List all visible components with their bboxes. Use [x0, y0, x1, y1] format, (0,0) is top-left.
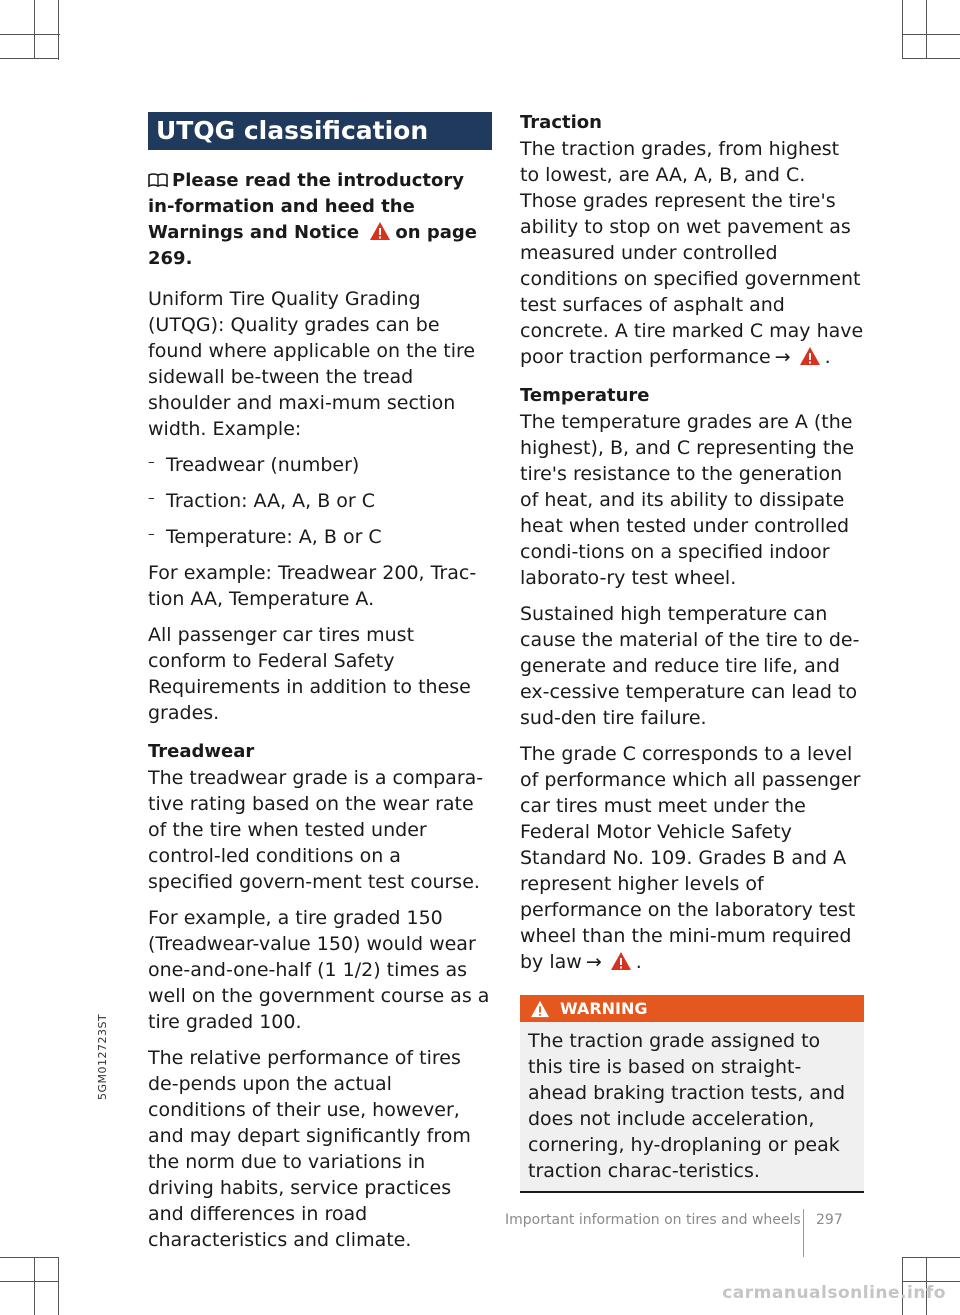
crop-mark	[926, 0, 927, 58]
example-paragraph: For example: Treadwear 200, Trac-tion AA, Temperature A.	[148, 562, 477, 610]
period: .	[824, 346, 831, 368]
temperature-sustained: Sustained high temperature can cause the material of the tire to de-generate and reduce tire life, and ex-cessive temperature can lead to sud-den tire failure.	[520, 603, 860, 729]
watermark: carmanualsonline.info	[722, 1283, 946, 1303]
book-icon	[148, 172, 168, 188]
intro-text: Please read the introductory in-formation and heed the Warnings and Notice	[148, 170, 464, 243]
list-dash: –	[148, 455, 155, 470]
right-column	[520, 110, 864, 1193]
crop-mark	[0, 1281, 58, 1282]
warning-box-body	[520, 1022, 864, 1193]
intro-notice	[148, 168, 492, 272]
temperature-heading: Temperature	[520, 385, 650, 406]
treadwear-example: For example, a tire graded 150 (Treadwear-value 150) would wear one-and-one-half (1 1/2) times as well on the government course as a tire graded 100.	[148, 907, 490, 1033]
list-item	[148, 488, 492, 514]
crop-mark	[902, 1257, 960, 1258]
treadwear-relative: The relative performance of tires de-pends upon the actual conditions of their use, however, and may depart significantly from the norm due to variations in driving habits, service practices and differences in road characteristics and climate.	[148, 1047, 471, 1251]
traction-text: The traction grades, from highest to lowest, are AA, A, B, and C. Those grades represent the tire's ability to stop on wet pavement as measured under controlled conditions on specified government test surfaces of asphalt and concrete. A tire marked C may have poor traction performance	[520, 138, 864, 368]
conformance-paragraph: All passenger car tires must conform to Federal Safety Requirements in addition to these grades.	[148, 624, 471, 724]
crop-mark	[0, 1257, 58, 1258]
treadwear-heading: Treadwear	[148, 741, 255, 762]
crop-mark	[902, 0, 903, 58]
warning-triangle-icon	[530, 1000, 550, 1018]
arrow-icon: →	[774, 346, 791, 368]
arrow-icon: →	[585, 951, 602, 973]
warning-text: The traction grade assigned to this tire is based on straight-ahead braking traction tests, and does not include acceleration, cornering, hy-droplaning or peak traction charac-teristics.	[528, 1030, 846, 1182]
temperature-paragraph: The temperature grades are A (the highest), B, and C representing the tire's resistance to the generation of heat, and its ability to dissipate heat when tested under controlled condi-tions on a specified indoor laborato-ry test wheel.	[520, 411, 855, 589]
period: .	[635, 951, 642, 973]
traction-paragraph	[520, 136, 864, 370]
footer-chapter: Important information on tires and wheels	[505, 1212, 801, 1228]
page-number: 297	[816, 1212, 843, 1228]
warning-triangle-icon	[369, 221, 391, 241]
utqg-description: Uniform Tire Quality Grading (UTQG): Quality grades can be found where applicable on the tire sidewall be-tween the tread shoulder and maxi-mum section width. Example:	[148, 288, 476, 440]
list-item-text: Temperature: A, B or C	[166, 526, 382, 548]
side-code: 5GM012723ST	[96, 1013, 109, 1100]
crop-mark	[0, 34, 60, 35]
warning-box-header	[520, 995, 864, 1022]
crop-mark	[58, 0, 59, 60]
treadwear-paragraph: The treadwear grade is a compara-tive rating based on the wear rate of the tire when tested under control-led conditions on a specified govern-ment test course.	[148, 767, 484, 893]
list-item	[148, 452, 492, 478]
section-title: UTQG classification	[148, 112, 492, 150]
warning-triangle-icon	[610, 951, 632, 971]
crop-mark	[902, 1281, 960, 1282]
list-dash: –	[148, 527, 155, 542]
crop-mark	[34, 0, 35, 58]
left-column	[148, 112, 492, 1253]
temperature-grade-c	[520, 741, 864, 975]
list-item-text: Traction: AA, A, B or C	[166, 490, 376, 512]
list-item-text: Treadwear (number)	[166, 454, 360, 476]
footer-divider	[803, 1209, 804, 1257]
traction-heading: Traction	[520, 112, 602, 133]
crop-mark	[58, 1257, 59, 1315]
warning-label: WARNING	[560, 999, 648, 1018]
intro-page-ref: on page 269.	[148, 222, 477, 269]
list-item	[148, 524, 492, 550]
crop-mark	[902, 34, 960, 35]
crop-mark	[34, 1257, 35, 1315]
grade-c-text: The grade C corresponds to a level of performance which all passenger car tires must meet under the Federal Motor Vehicle Safety Standard No. 109. Grades B and A represent higher levels of performance on the laboratory test wheel than the mini-mum required by law	[520, 743, 861, 973]
warning-triangle-icon	[799, 346, 821, 366]
crop-mark	[0, 58, 58, 59]
list-dash: –	[148, 491, 155, 506]
crop-mark	[902, 58, 960, 59]
